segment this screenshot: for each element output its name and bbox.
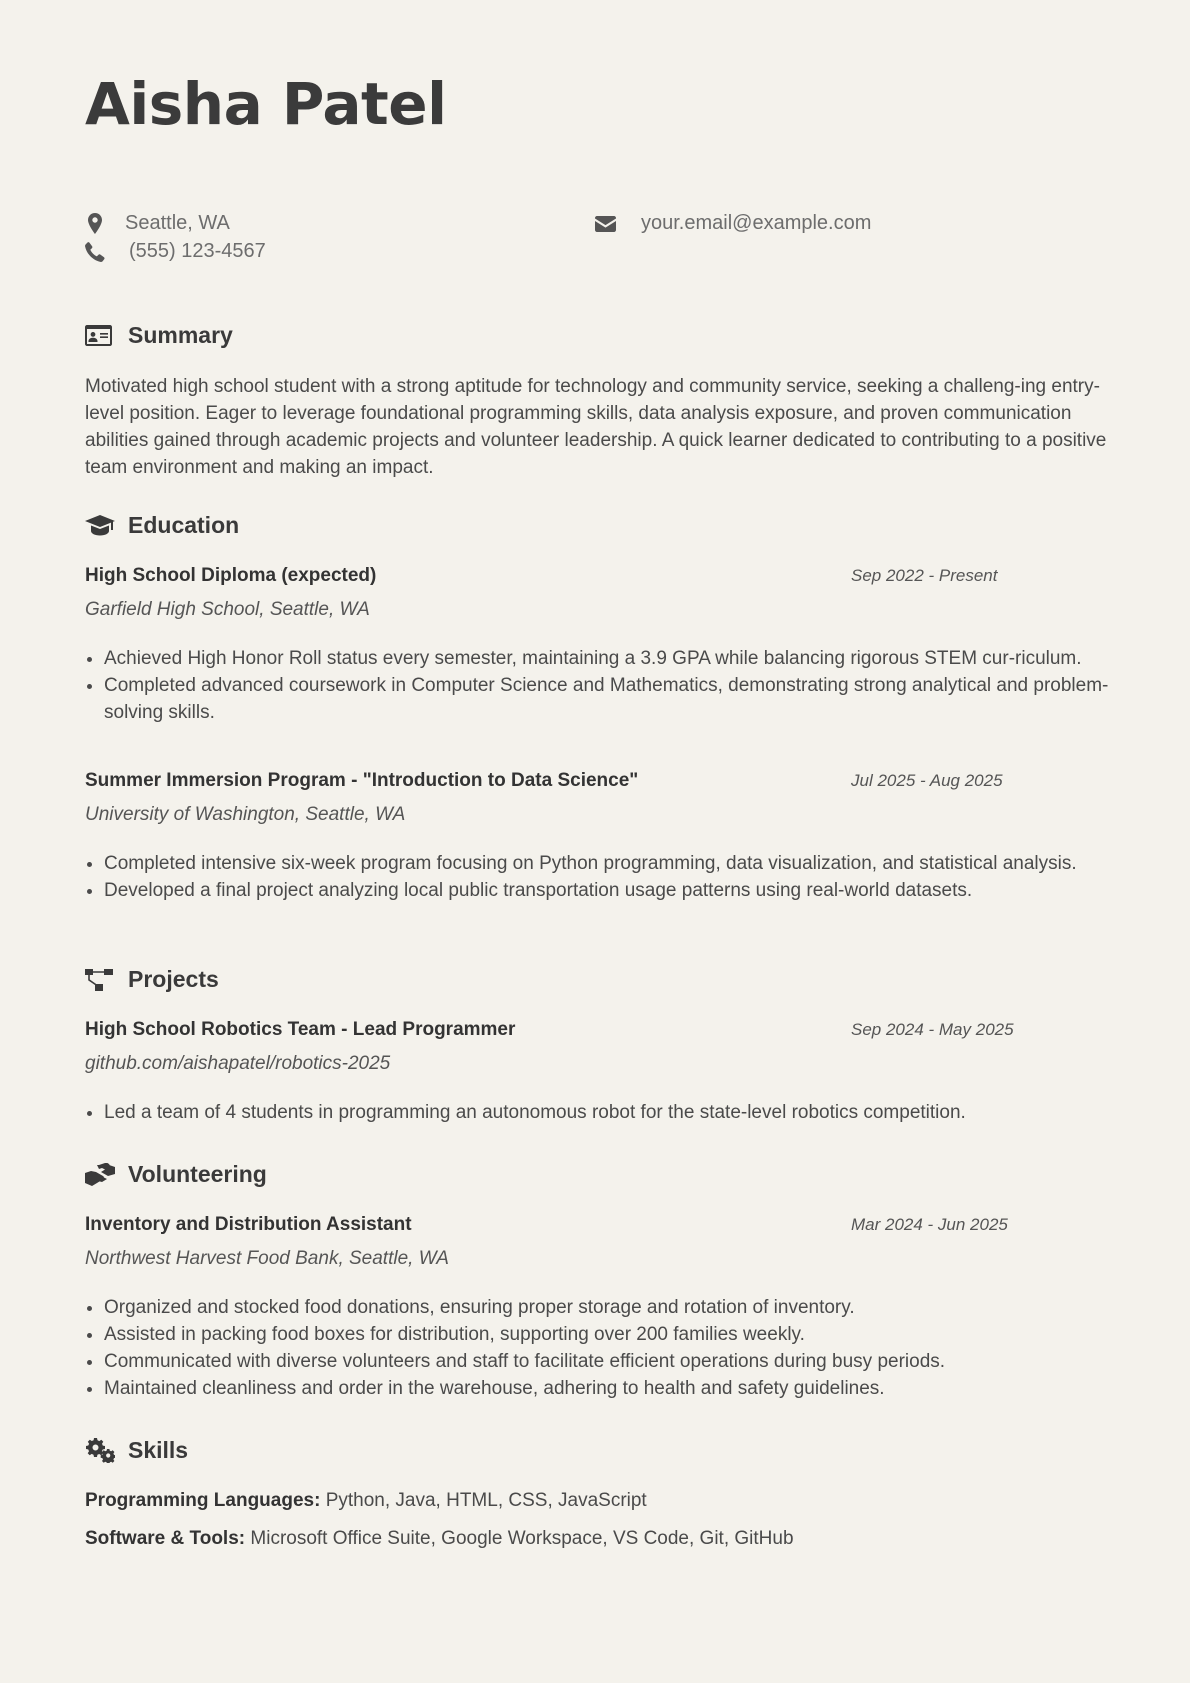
skill-row-programming: [85, 1490, 647, 1512]
education-entry-bullets: [85, 850, 1129, 904]
project-entry-link: github.com/aishapatel/robotics-2025: [85, 1053, 391, 1074]
education-entry-date: Jul 2025 - Aug 2025: [851, 771, 1003, 790]
volunteer-entry-title: Inventory and Distribution Assistant: [85, 1214, 412, 1235]
projects-heading: Projects: [85, 966, 219, 993]
list-item: • Maintained cleanliness and order in the warehouse, adhering to health and safety guidelines.: [104, 1375, 1129, 1402]
list-item: • Developed a final project analyzing local public transportation usage patterns using real-world datasets.: [104, 877, 1129, 904]
project-entry-date: Sep 2024 - May 2025: [851, 1020, 1014, 1039]
education-entry-school: University of Washington, Seattle, WA: [85, 804, 406, 825]
summary-heading: Summary: [85, 322, 233, 349]
volunteer-entry-bullets: [85, 1294, 1129, 1402]
hands-helping-icon: [85, 1162, 115, 1188]
graduation-cap-icon: [85, 513, 115, 539]
education-entry-date: Sep 2022 - Present: [851, 566, 998, 585]
project-entry-title: High School Robotics Team - Lead Programmer: [85, 1019, 516, 1040]
contact-email: [595, 212, 871, 235]
phone-icon: [85, 241, 105, 263]
education-entry-bullets: [85, 645, 1129, 726]
map-marker-icon: [85, 213, 105, 235]
email-text: your.email@example.com: [641, 212, 872, 234]
education-heading: Education: [85, 512, 239, 539]
education-entry-school: Garfield High School, Seattle, WA: [85, 599, 370, 620]
list-item: • Completed intensive six-week program focusing on Python programming, data visualization, and statistical analysis.: [104, 850, 1129, 877]
cogs-icon: [85, 1438, 115, 1464]
contact-location: [85, 212, 230, 235]
skill-row-tools: [85, 1528, 794, 1550]
candidate-name: Aisha Patel: [85, 70, 447, 138]
education-entry-title: High School Diploma (expected): [85, 565, 377, 586]
skill-label: Software & Tools:: [85, 1528, 246, 1549]
id-card-icon: [85, 323, 115, 349]
list-item: • Completed advanced coursework in Computer Science and Mathematics, demonstrating strong analytical and problem-solving skills.: [104, 672, 1129, 726]
skill-value: Python, Java, HTML, CSS, JavaScript: [325, 1490, 647, 1511]
list-item: • Assisted in packing food boxes for distribution, supporting over 200 families weekly.: [104, 1321, 1129, 1348]
list-item: • Led a team of 4 students in programming an autonomous robot for the state-level robotics competition.: [104, 1099, 1129, 1126]
envelope-icon: [595, 213, 616, 235]
skills-heading: Skills: [85, 1437, 188, 1464]
contact-phone: [85, 240, 266, 263]
summary-text: Motivated high school student with a strong aptitude for technology and community service, seeking a challeng-ing entry-level position. Eager to leverage foundational programming skills, data analysis exposure, and proven communication abilities gained through academic projects and volunteer leadership. A quick learner dedicated to contributing to a positive team environment and making an impact.: [85, 376, 1107, 478]
volunteer-entry-org: Northwest Harvest Food Bank, Seattle, WA: [85, 1248, 449, 1269]
volunteering-heading: Volunteering: [85, 1161, 267, 1188]
location-text: Seattle, WA: [125, 212, 230, 234]
list-item: • Organized and stocked food donations, ensuring proper storage and rotation of inventory.: [104, 1294, 1129, 1321]
skill-value: Microsoft Office Suite, Google Workspace, VS Code, Git, GitHub: [250, 1528, 794, 1549]
skill-label: Programming Languages:: [85, 1490, 321, 1511]
phone-text: (555) 123-4567: [129, 240, 266, 262]
volunteer-entry-date: Mar 2024 - Jun 2025: [851, 1215, 1008, 1234]
list-item: • Achieved High Honor Roll status every semester, maintaining a 3.9 GPA while balancing rigorous STEM cur-riculum.: [104, 645, 1129, 672]
education-entry-title: Summer Immersion Program - "Introduction to Data Science": [85, 770, 639, 791]
project-diagram-icon: [85, 967, 115, 993]
project-entry-bullets: [85, 1099, 1129, 1126]
list-item: • Communicated with diverse volunteers and staff to facilitate efficient operations during busy periods.: [104, 1348, 1129, 1375]
